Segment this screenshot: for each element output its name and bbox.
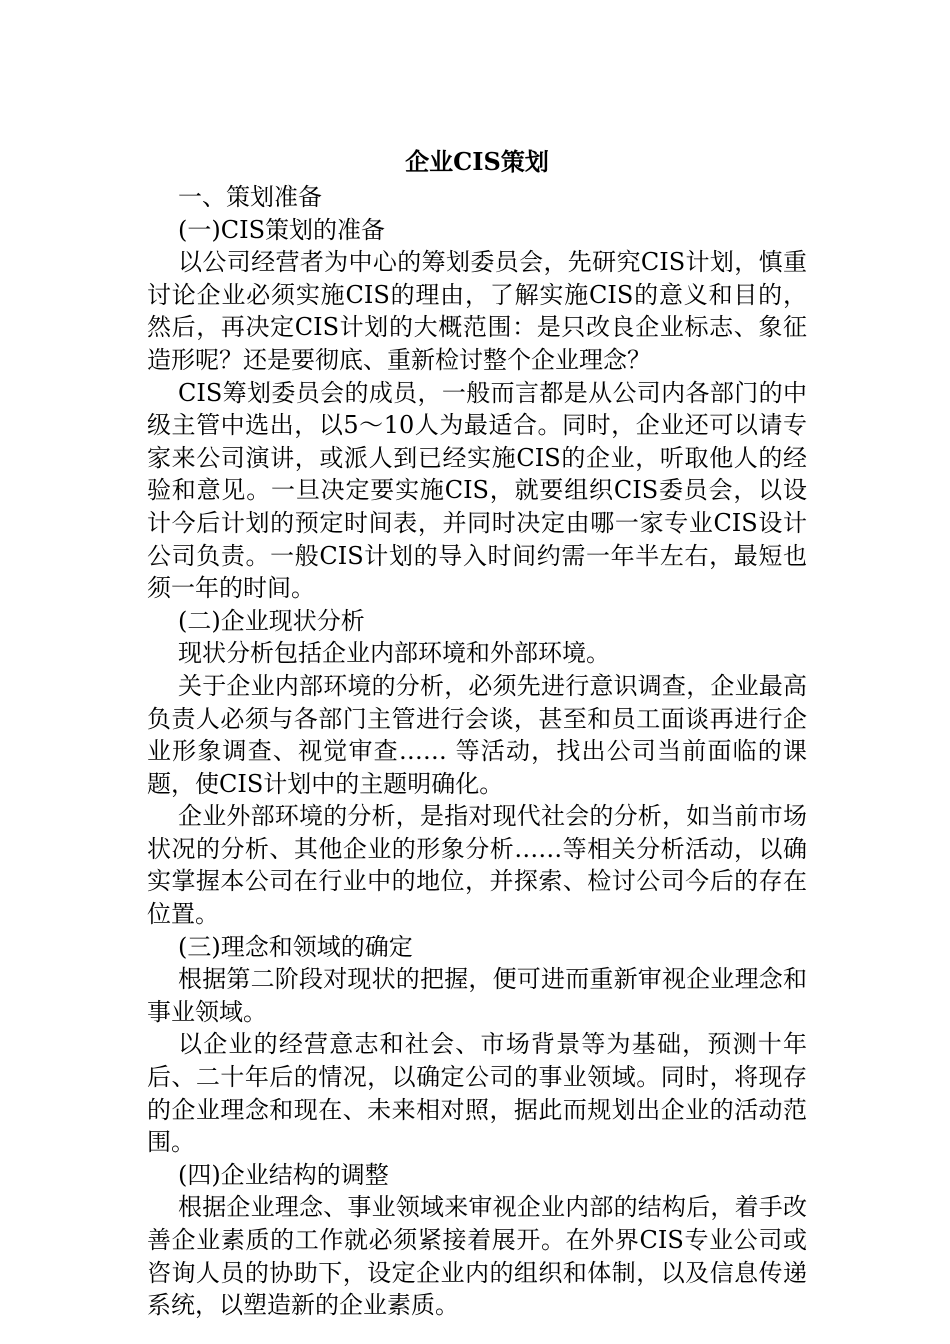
section-heading-1: 一、策划准备 bbox=[178, 183, 322, 211]
subsection-heading-2: (二)企业现状分析 bbox=[178, 606, 365, 635]
body-paragraph: CIS筹划委员会的成员，一般而言都是从公司内各部门的中级主管中选出，以5～10人为最适合。同时，企业还可以请专家来公司演讲，或派人到已经实施CIS的企业，听取他人的经验和意见。一旦决定要实施CIS，就要组织CIS委员会，以设计今后计划的预定时间表，并同时决定由哪一家专业CIS设计公司负责。一般CIS计划的导入时间约需一年半左右，最短也须一年的时间。 bbox=[147, 378, 807, 603]
body-paragraph: 以企业的经营意志和社会、市场背景等为基础，预测十年后、二十年后的情况，以确定公司的事业领域。同时，将现存的企业理念和现在、未来相对照，据此而规划出企业的活动范围。 bbox=[147, 1030, 807, 1157]
body-paragraph: 根据第二阶段对现状的把握，便可进而重新审视企业理念和事业领域。 bbox=[147, 965, 807, 1026]
document-body bbox=[147, 143, 807, 1322]
subsection-heading-4: (四)企业结构的调整 bbox=[178, 1160, 389, 1189]
body-paragraph: 企业外部环境的分析，是指对现代社会的分析，如当前市场状况的分析、其他企业的形象分析……等相关分析活动，以确实掌握本公司在行业中的地位，并探索、检讨公司今后的存在位置。 bbox=[147, 802, 807, 929]
subsection-heading-1: (一)CIS策划的准备 bbox=[178, 215, 386, 244]
document-title: 企业CIS策划 bbox=[405, 147, 549, 176]
subsection-heading-3: (三)理念和领域的确定 bbox=[178, 932, 413, 961]
body-paragraph: 现状分析包括企业内部环境和外部环境。 bbox=[178, 639, 610, 668]
body-paragraph: 以公司经营者为中心的筹划委员会，先研究CIS计划，慎重讨论企业必须实施CIS的理由，了解实施CIS的意义和目的，然后，再决定CIS计划的大概范围：是只改良企业标志、象征造形呢？还是要彻底、重新检讨整个企业理念？ bbox=[147, 248, 807, 374]
body-paragraph: 关于企业内部环境的分析，必须先进行意识调查，企业最高负责人必须与各部门主管进行会谈，甚至和员工面谈再进行企业形象调查、视觉审查…… 等活动，找出公司当前面临的课题，使CIS计划中的主题明确化。 bbox=[147, 671, 807, 798]
body-paragraph: 根据企业理念、事业领域来审视企业内部的结构后，着手改善企业素质的工作就必须紧接着展开。在外界CIS专业公司或咨询人员的协助下，设定企业内的组织和体制，以及信息传递系统，以塑造新的企业素质。 bbox=[147, 1193, 807, 1320]
